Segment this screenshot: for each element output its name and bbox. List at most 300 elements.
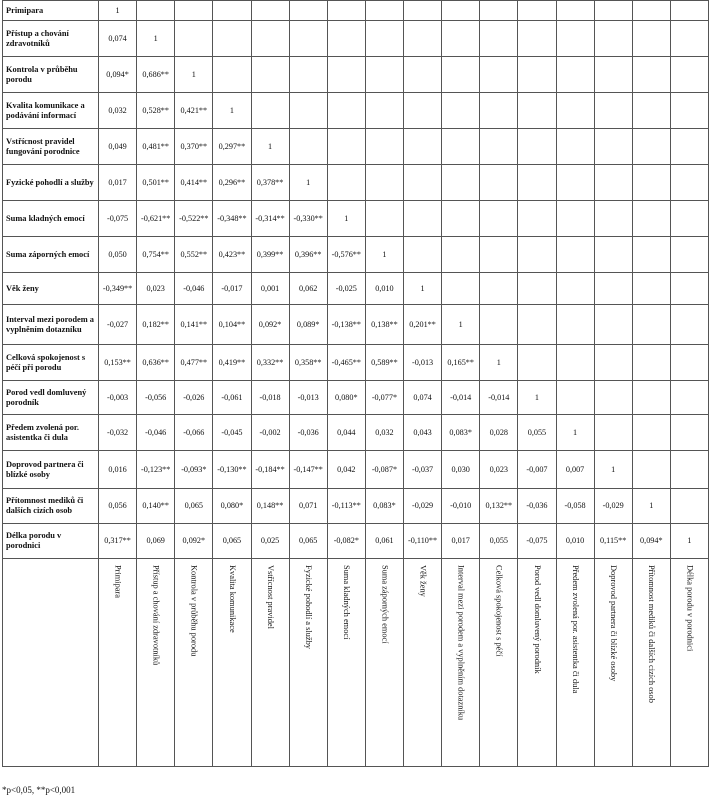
correlation-cell: 0,055 [480,524,518,559]
empty-cell [442,273,480,305]
column-header [404,559,442,767]
correlation-cell: 0,153** [99,345,137,381]
empty-cell [404,21,442,57]
correlation-cell: 0,089* [289,305,327,345]
empty-cell [594,415,632,451]
correlation-cell: -0,314** [251,201,289,237]
correlation-cell: 0,042 [327,451,365,489]
empty-cell [594,381,632,415]
correlation-cell: -0,029 [594,489,632,524]
column-header-label: Délka porodu v porodnici [685,565,695,652]
column-header-label: Kvalita komunikace [227,565,237,633]
row-label: Suma kladných emocí [3,201,99,237]
correlation-cell: 0,023 [480,451,518,489]
empty-cell [670,489,708,524]
empty-cell [632,273,670,305]
column-header-label: Fyzické pohodlí a služby [304,565,314,649]
empty-cell [442,93,480,129]
empty-cell [556,305,594,345]
correlation-cell: 0,030 [442,451,480,489]
row-label: Fyzické pohodlí a služby [3,165,99,201]
correlation-cell: -0,056 [137,381,175,415]
empty-cell [442,237,480,273]
empty-cell [327,1,365,21]
empty-cell [365,201,403,237]
empty-cell [404,57,442,93]
empty-cell [518,305,556,345]
correlation-cell: 0,148** [251,489,289,524]
empty-cell [404,93,442,129]
empty-cell [670,93,708,129]
correlation-cell: 0,056 [99,489,137,524]
row-label: Doprovod partnera či blízké osoby [3,451,99,489]
correlation-cell: -0,013 [404,345,442,381]
correlation-cell: -0,026 [175,381,213,415]
empty-cell [594,345,632,381]
correlation-table-body [3,1,709,767]
empty-cell [518,237,556,273]
empty-cell [289,1,327,21]
correlation-cell: -0,465** [327,345,365,381]
empty-cell [556,93,594,129]
row-label: Přístup a chování zdravotníků [3,21,99,57]
empty-cell [670,305,708,345]
correlation-cell: 0,023 [137,273,175,305]
header-corner-cell [3,559,99,767]
column-header-label: Interval mezi porodem a vyplněním dotazníku [456,565,466,721]
empty-cell [327,165,365,201]
empty-cell [289,21,327,57]
empty-cell [289,57,327,93]
empty-cell [670,129,708,165]
column-header [213,559,251,767]
correlation-cell: -0,621** [137,201,175,237]
correlation-cell: 0,423** [213,237,251,273]
empty-cell [632,451,670,489]
empty-cell [518,57,556,93]
empty-cell [442,201,480,237]
empty-cell [670,415,708,451]
correlation-table [2,0,709,767]
empty-cell [632,129,670,165]
empty-cell [442,1,480,21]
table-row [3,21,709,57]
column-header [518,559,556,767]
empty-cell [670,273,708,305]
row-label: Interval mezi porodem a vyplněním dotazníku [3,305,99,345]
empty-cell [480,21,518,57]
empty-cell [632,345,670,381]
column-header [556,559,594,767]
correlation-cell: 0,028 [480,415,518,451]
table-row [3,129,709,165]
correlation-cell: -0,138** [327,305,365,345]
empty-cell [594,165,632,201]
column-header [289,559,327,767]
empty-cell [670,345,708,381]
table-row [3,489,709,524]
correlation-cell: 0,686** [137,57,175,93]
empty-cell [480,129,518,165]
correlation-cell: -0,046 [175,273,213,305]
empty-cell [289,93,327,129]
correlation-cell: 0,092* [175,524,213,559]
correlation-cell: 0,017 [99,165,137,201]
table-row [3,273,709,305]
empty-cell [137,1,175,21]
empty-cell [365,165,403,201]
column-header-label: Kontrola v průběhu porodu [189,565,199,657]
empty-cell [365,1,403,21]
column-header-label: Suma záporných emocí [380,565,390,644]
column-header [442,559,480,767]
empty-cell [480,57,518,93]
empty-cell [480,273,518,305]
correlation-cell: -0,130** [213,451,251,489]
correlation-cell: 0,165** [442,345,480,381]
column-header-label: Suma kladných emocí [342,565,352,640]
correlation-cell: 0,069 [137,524,175,559]
empty-cell [327,21,365,57]
column-header-label: Přítomnost mediků či dalších cizích osob [647,565,657,703]
table-row [3,305,709,345]
correlation-cell: 0,083* [365,489,403,524]
empty-cell [594,305,632,345]
correlation-cell: 1 [137,21,175,57]
correlation-cell: 0,065 [213,524,251,559]
empty-cell [556,381,594,415]
empty-cell [480,305,518,345]
correlation-cell: -0,046 [137,415,175,451]
correlation-cell: 0,552** [175,237,213,273]
correlation-cell: -0,010 [442,489,480,524]
correlation-cell: 0,132** [480,489,518,524]
correlation-cell: 0,071 [289,489,327,524]
correlation-cell: -0,002 [251,415,289,451]
correlation-cell: 0,589** [365,345,403,381]
empty-cell [632,93,670,129]
correlation-cell: 0,010 [365,273,403,305]
correlation-cell: -0,576** [327,237,365,273]
row-label: Předem zvolená por. asistentka či dula [3,415,99,451]
significance-footnote: *p<0,05, **p<0,001 [2,785,76,795]
correlation-cell: -0,522** [175,201,213,237]
correlation-cell: 0,065 [289,524,327,559]
column-header [480,559,518,767]
row-label: Kvalita komunikace a podávání informací [3,93,99,129]
correlation-cell: -0,037 [404,451,442,489]
correlation-cell: 0,477** [175,345,213,381]
correlation-cell: 0,481** [137,129,175,165]
empty-cell [365,129,403,165]
empty-cell [213,57,251,93]
correlation-cell: 0,358** [289,345,327,381]
correlation-cell: -0,184** [251,451,289,489]
empty-cell [213,21,251,57]
correlation-cell: 0,017 [442,524,480,559]
empty-cell [404,237,442,273]
correlation-cell: -0,018 [251,381,289,415]
correlation-cell: 1 [594,451,632,489]
column-header [175,559,213,767]
empty-cell [670,1,708,21]
correlation-cell: -0,061 [213,381,251,415]
empty-cell [175,1,213,21]
column-header-label: Celková spokojenost s péčí [494,565,504,657]
empty-cell [556,21,594,57]
correlation-cell: 0,061 [365,524,403,559]
empty-cell [632,237,670,273]
correlation-cell: 0,528** [137,93,175,129]
correlation-cell: -0,017 [213,273,251,305]
empty-cell [632,415,670,451]
correlation-cell: -0,003 [99,381,137,415]
correlation-cell: 0,074 [99,21,137,57]
correlation-cell: 0,074 [404,381,442,415]
empty-cell [327,57,365,93]
empty-cell [480,1,518,21]
column-header-label: Doprovod partnera či blízké osoby [609,565,619,682]
correlation-cell: -0,093* [175,451,213,489]
correlation-cell: 0,032 [99,93,137,129]
correlation-cell: -0,058 [556,489,594,524]
correlation-cell: -0,066 [175,415,213,451]
empty-cell [480,93,518,129]
empty-cell [594,237,632,273]
correlation-cell: 0,010 [556,524,594,559]
correlation-cell: -0,082* [327,524,365,559]
empty-cell [556,165,594,201]
correlation-cell: 1 [404,273,442,305]
empty-cell [404,129,442,165]
correlation-cell: 0,399** [251,237,289,273]
empty-cell [556,237,594,273]
empty-cell [670,451,708,489]
empty-cell [632,57,670,93]
column-header [632,559,670,767]
table-row [3,415,709,451]
correlation-cell: 0,201** [404,305,442,345]
column-header-label: Věk ženy [418,565,428,597]
correlation-cell: -0,025 [327,273,365,305]
table-row [3,451,709,489]
correlation-cell: 0,378** [251,165,289,201]
table-row [3,524,709,559]
table-row [3,237,709,273]
correlation-cell: 0,296** [213,165,251,201]
empty-cell [632,305,670,345]
correlation-cell: 0,370** [175,129,213,165]
empty-cell [670,21,708,57]
empty-cell [556,201,594,237]
correlation-cell: 0,421** [175,93,213,129]
correlation-cell: 0,140** [137,489,175,524]
correlation-cell: 1 [365,237,403,273]
empty-cell [518,1,556,21]
column-header [137,559,175,767]
table-row [3,345,709,381]
column-header-label: Primipara [113,565,123,599]
correlation-cell: 0,754** [137,237,175,273]
column-header-label: Porod vedl domluvený porodník [532,565,542,674]
empty-cell [518,21,556,57]
empty-cell [556,273,594,305]
empty-cell [518,165,556,201]
correlation-cell: -0,087* [365,451,403,489]
correlation-cell: 0,001 [251,273,289,305]
column-header-label: Vstřícnost pravidel [265,565,275,629]
column-header [99,559,137,767]
correlation-cell: 0,083* [442,415,480,451]
correlation-cell: 0,007 [556,451,594,489]
empty-cell [365,21,403,57]
row-label: Přítomnost mediků či dalších cizích osob [3,489,99,524]
correlation-cell: 0,396** [289,237,327,273]
correlation-cell: -0,147** [289,451,327,489]
column-header [365,559,403,767]
empty-cell [365,93,403,129]
empty-cell [213,1,251,21]
empty-cell [518,273,556,305]
correlation-cell: -0,075 [99,201,137,237]
table-row [3,1,709,21]
correlation-cell: 1 [632,489,670,524]
correlation-cell: 1 [670,524,708,559]
empty-cell [632,201,670,237]
correlation-cell: 0,419** [213,345,251,381]
empty-cell [518,201,556,237]
empty-cell [327,93,365,129]
column-header-label: Předem zvolená por. asistentka či dula [570,565,580,694]
correlation-cell: 1 [442,305,480,345]
empty-cell [632,21,670,57]
empty-cell [442,129,480,165]
empty-cell [632,165,670,201]
empty-cell [556,345,594,381]
column-header [251,559,289,767]
correlation-cell: 0,080* [213,489,251,524]
correlation-cell: -0,027 [99,305,137,345]
empty-cell [594,273,632,305]
empty-cell [594,21,632,57]
correlation-cell: 0,317** [99,524,137,559]
correlation-cell: 0,043 [404,415,442,451]
correlation-cell: 0,094* [99,57,137,93]
correlation-cell: -0,348** [213,201,251,237]
column-header [327,559,365,767]
correlation-cell: -0,077* [365,381,403,415]
table-row [3,381,709,415]
empty-cell [670,165,708,201]
correlation-cell: 0,182** [137,305,175,345]
empty-cell [480,237,518,273]
correlation-cell: -0,349** [99,273,137,305]
empty-cell [556,129,594,165]
empty-cell [251,1,289,21]
empty-cell [594,93,632,129]
column-header [670,559,708,767]
correlation-cell: 0,115** [594,524,632,559]
correlation-cell: 0,016 [99,451,137,489]
correlation-cell: -0,110** [404,524,442,559]
row-label: Věk ženy [3,273,99,305]
empty-cell [251,21,289,57]
empty-cell [594,57,632,93]
correlation-cell: -0,036 [289,415,327,451]
empty-cell [442,165,480,201]
empty-cell [594,201,632,237]
correlation-cell: 0,062 [289,273,327,305]
column-header-label: Přístup a chování zdravotníků [151,565,161,666]
correlation-cell: 1 [251,129,289,165]
correlation-cell: 1 [99,1,137,21]
empty-cell [442,57,480,93]
correlation-cell: 1 [518,381,556,415]
empty-cell [594,1,632,21]
correlation-cell: -0,029 [404,489,442,524]
empty-cell [670,237,708,273]
correlation-cell: 0,414** [175,165,213,201]
empty-cell [251,93,289,129]
correlation-cell: 0,080* [327,381,365,415]
empty-cell [518,345,556,381]
empty-cell [480,165,518,201]
row-label: Primipara [3,1,99,21]
empty-cell [442,21,480,57]
row-label: Délka porodu v porodnici [3,524,99,559]
correlation-cell: -0,045 [213,415,251,451]
correlation-cell: 0,044 [327,415,365,451]
correlation-cell: 1 [480,345,518,381]
empty-cell [632,1,670,21]
correlation-cell: 1 [556,415,594,451]
correlation-cell: -0,113** [327,489,365,524]
empty-cell [480,201,518,237]
empty-cell [556,57,594,93]
empty-cell [670,381,708,415]
correlation-cell: -0,013 [289,381,327,415]
empty-cell [175,21,213,57]
row-label: Suma záporných emocí [3,237,99,273]
correlation-cell: 0,025 [251,524,289,559]
table-row [3,201,709,237]
table-row [3,93,709,129]
correlation-cell: 0,332** [251,345,289,381]
row-label: Kontrola v průběhu porodu [3,57,99,93]
correlation-cell: 0,055 [518,415,556,451]
correlation-cell: 0,297** [213,129,251,165]
correlation-cell: -0,032 [99,415,137,451]
table-row [3,165,709,201]
correlation-cell: 0,065 [175,489,213,524]
correlation-cell: 1 [175,57,213,93]
correlation-cell: 1 [213,93,251,129]
row-label: Celková spokojenost s péčí při porodu [3,345,99,381]
empty-cell [556,1,594,21]
empty-cell [365,57,403,93]
empty-cell [670,57,708,93]
empty-cell [518,93,556,129]
correlation-cell: -0,014 [442,381,480,415]
empty-cell [632,381,670,415]
table-row [3,57,709,93]
empty-cell [404,1,442,21]
correlation-cell: 0,049 [99,129,137,165]
empty-cell [251,57,289,93]
correlation-cell: 0,050 [99,237,137,273]
empty-cell [289,129,327,165]
correlation-cell: -0,123** [137,451,175,489]
